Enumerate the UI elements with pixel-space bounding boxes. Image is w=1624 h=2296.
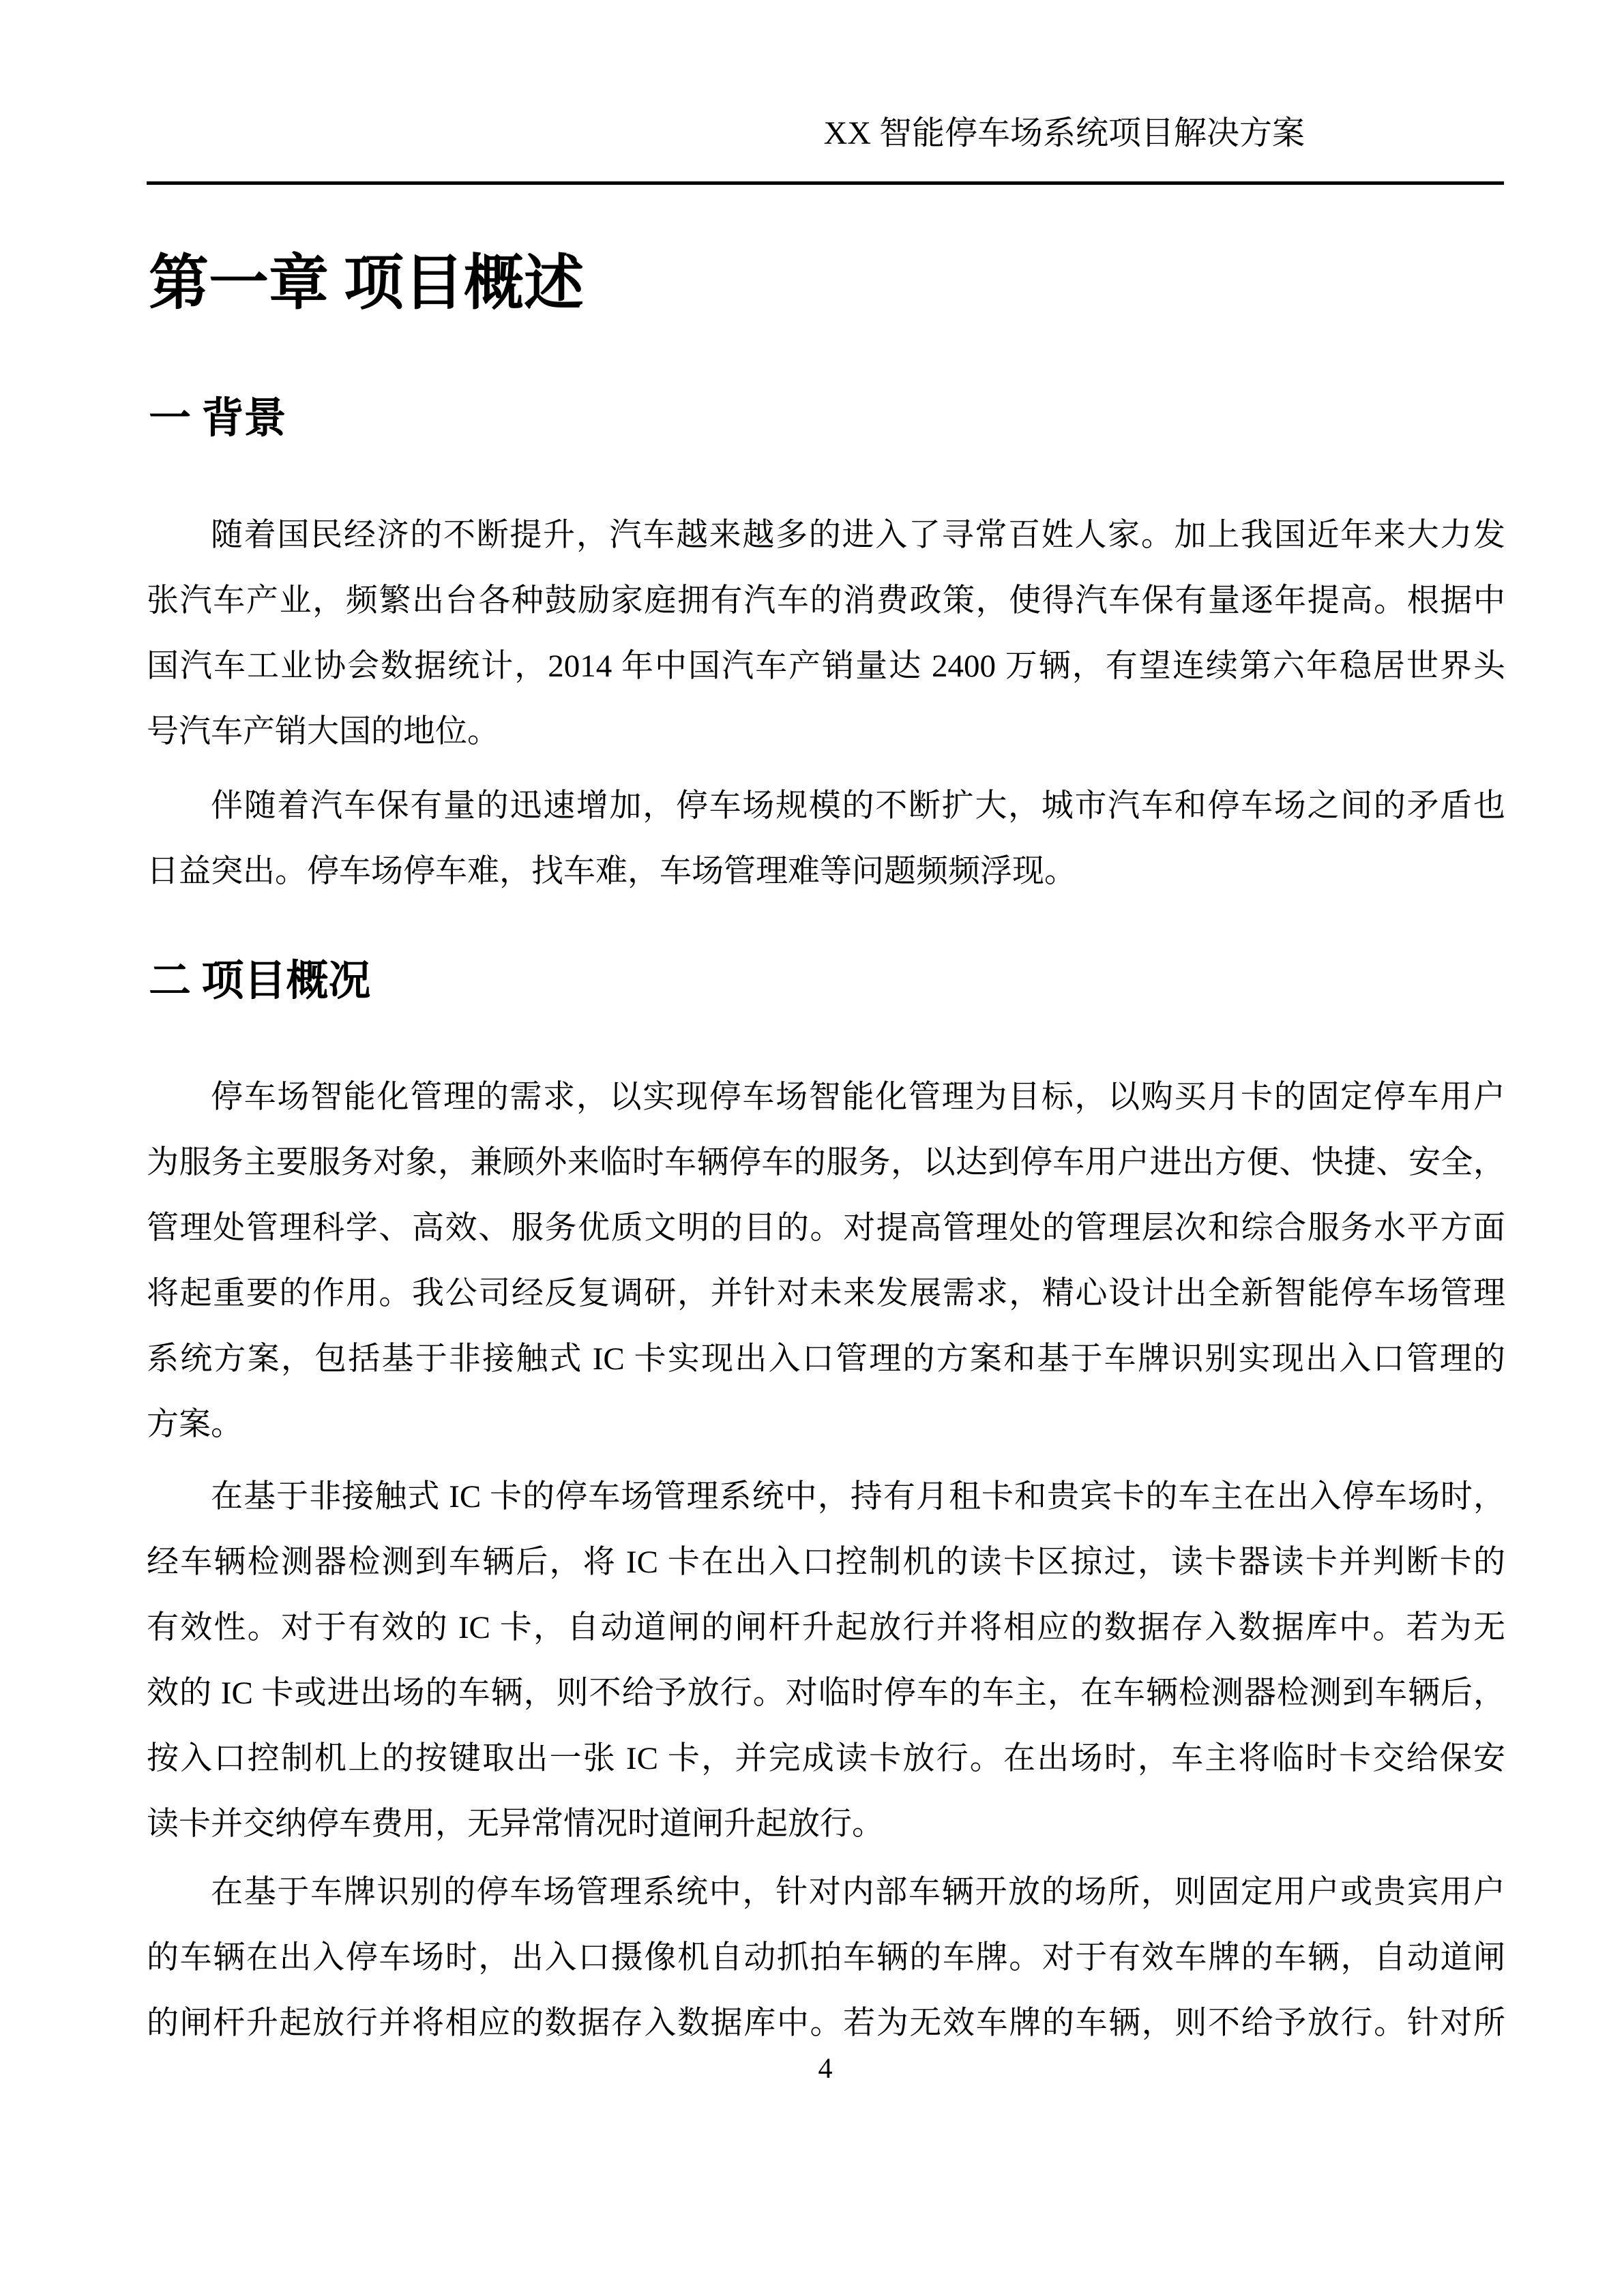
paragraph-line: 的闸杆升起放行并将相应的数据存入数据库中。若为无效车牌的车辆，则不给予放行。针对所 xyxy=(147,2006,1505,2041)
paragraph-line: 伴随着汽车保有量的迅速增加，停车场规模的不断扩大，城市汽车和停车场之间的矛盾也 xyxy=(211,788,1505,824)
paragraph-line: 张汽车产业，频繁出台各种鼓励家庭拥有汽车的消费政策，使得汽车保有量逐年提高。根据中 xyxy=(147,583,1505,618)
chapter-title: 第一章 项目概述 xyxy=(149,251,585,317)
paragraph-line: 将起重要的作用。我公司经反复调研，并针对未来发展需求，精心设计出全新智能停车场管理 xyxy=(147,1276,1505,1311)
page-number: 4 xyxy=(818,2053,833,2085)
paragraph xyxy=(147,773,1505,904)
paragraph xyxy=(147,503,1505,764)
section-heading-background: 一 背景 xyxy=(149,396,286,442)
header-rule xyxy=(147,181,1504,185)
paragraph-line: 有效性。对于有效的 IC 卡，自动道闸的闸杆升起放行并将相应的数据存入数据库中。若为无 xyxy=(147,1610,1505,1645)
paragraph-line: 国汽车工业协会数据统计，2014 年中国汽车产销量达 2400 万辆，有望连续第六年稳居世界头 xyxy=(147,648,1505,684)
paragraph-line: 随着国民经济的不断提升，汽车越来越多的进入了寻常百姓人家。加上我国近年来大力发 xyxy=(211,518,1505,553)
paragraph-line: 在基于非接触式 IC 卡的停车场管理系统中，持有月租卡和贵宾卡的车主在出入停车场时， xyxy=(211,1479,1505,1515)
paragraph-line: 效的 IC 卡或进出场的车辆，则不给予放行。对临时停车的车主，在车辆检测器检测到车辆后， xyxy=(147,1675,1505,1711)
paragraph xyxy=(147,1064,1505,1457)
paragraph-line: 系统方案，包括基于非接触式 IC 卡实现出入口管理的方案和基于车牌识别实现出入口管理的 xyxy=(147,1341,1505,1377)
paragraph-line: 按入口控制机上的按键取出一张 IC 卡，并完成读卡放行。在出场时，车主将临时卡交给保安 xyxy=(147,1741,1505,1776)
paragraph-line: 方案。 xyxy=(147,1407,243,1442)
paragraph-line: 日益突出。停车场停车难，找车难，车场管理难等问题频频浮现。 xyxy=(147,854,1076,889)
paragraph-line: 号汽车产销大国的地位。 xyxy=(147,714,499,749)
page-header xyxy=(147,115,1504,153)
paragraph xyxy=(147,1860,1505,2056)
paragraph xyxy=(147,1464,1505,1857)
paragraph-line: 管理处管理科学、高效、服务优质文明的目的。对提高管理处的管理层次和综合服务水平方面 xyxy=(147,1210,1505,1246)
paragraph-line: 在基于车牌识别的停车场管理系统中，针对内部车辆开放的场所，则固定用户或贵宾用户 xyxy=(211,1875,1505,1910)
paragraph-line: 停车场智能化管理的需求，以实现停车场智能化管理为目标，以购买月卡的固定停车用户 xyxy=(211,1079,1505,1115)
paragraph-line: 的车辆在出入停车场时，出入口摄像机自动抓拍车辆的车牌。对于有效车牌的车辆，自动道闸 xyxy=(147,1940,1505,1976)
paragraph-line: 经车辆检测器检测到车辆后，将 IC 卡在出入口控制机的读卡区掠过，读卡器读卡并判断卡的 xyxy=(147,1545,1505,1580)
paragraph-line: 为服务主要服务对象，兼顾外来临时车辆停车的服务，以达到停车用户进出方便、快捷、安全， xyxy=(147,1145,1505,1180)
paragraph-line: 读卡并交纳停车费用，无异常情况时道闸升起放行。 xyxy=(147,1806,884,1842)
header-title: XX 智能停车场系统项目解决方案 xyxy=(823,115,1305,151)
section-heading-project-overview: 二 项目概况 xyxy=(149,958,371,1004)
